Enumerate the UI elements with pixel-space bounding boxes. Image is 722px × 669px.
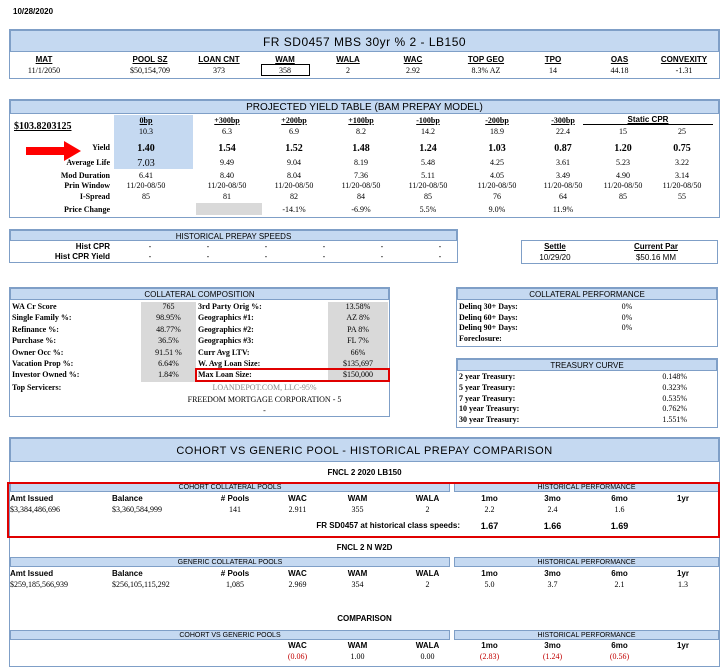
summary-header: LOAN CNT bbox=[198, 55, 240, 64]
summary-header: TOP GEO bbox=[467, 55, 505, 64]
collateral-value: 98.95% bbox=[156, 313, 181, 323]
collateral-value: 91.51 % bbox=[155, 347, 182, 357]
collateral-label: Investor Owned %: bbox=[12, 370, 80, 380]
col-header: # Pools bbox=[220, 494, 250, 503]
pool-value: 354 bbox=[351, 580, 364, 589]
perf-value: 2.1 bbox=[614, 580, 625, 589]
yield-cell: 5.5% bbox=[419, 205, 437, 214]
col-header: WALA bbox=[415, 494, 440, 503]
hist-value: - bbox=[438, 242, 442, 251]
report-date: 10/28/2020 bbox=[13, 7, 54, 16]
yield-cell: 11/20-08/50 bbox=[126, 181, 166, 190]
hist-label: Hist CPR Yield bbox=[54, 252, 110, 261]
scenario-speed: 6.3 bbox=[222, 127, 232, 136]
col-header: WAM bbox=[347, 641, 368, 650]
pool-value: 2.911 bbox=[288, 505, 307, 514]
collateral-label: Curr Avg LTV: bbox=[198, 347, 250, 357]
comparison-title: COMPARISON bbox=[337, 614, 392, 623]
perf-value: 1.3 bbox=[678, 580, 688, 589]
hist-value: - bbox=[148, 252, 152, 261]
pool-value: 1,085 bbox=[226, 580, 244, 589]
perf-label: Delinq 30+ Days: bbox=[459, 302, 518, 311]
treasury-label: 7 year Treasury: bbox=[459, 393, 516, 403]
yield-cell: 11/20-08/50 bbox=[662, 181, 702, 190]
col-header: WAC bbox=[288, 641, 307, 650]
comparison-perf: (0.56) bbox=[609, 652, 630, 661]
current-par-value: $50.16 MM bbox=[635, 253, 677, 262]
col-header: WAM bbox=[347, 569, 368, 578]
section-band: HISTORICAL PERFORMANCE bbox=[454, 557, 719, 567]
summary-value: $50,154,709 bbox=[130, 66, 170, 75]
yield-cell: 3.14 bbox=[675, 171, 689, 180]
yield-cell: 85 bbox=[142, 192, 150, 201]
pool-name: FNCL 2 N W2D bbox=[336, 543, 393, 552]
yield-cell: 8.04 bbox=[287, 171, 301, 180]
hist-label: Hist CPR bbox=[75, 242, 110, 251]
col-header: Balance bbox=[112, 569, 143, 578]
collateral-label: Max Loan Size: bbox=[198, 370, 252, 380]
cohort-title: COHORT VS GENERIC POOL - HISTORICAL PREPAY COMPARISON bbox=[10, 438, 719, 462]
pool-value: 355 bbox=[351, 505, 364, 514]
treasury-value: 1.551% bbox=[662, 415, 687, 425]
summary-value: 11/1/2050 bbox=[27, 66, 61, 75]
treasury-title: TREASURY CURVE bbox=[457, 359, 717, 371]
perf-col-header: 1yr bbox=[676, 494, 689, 503]
perf-value: 0% bbox=[621, 302, 633, 311]
col-header: WAM bbox=[347, 494, 368, 503]
summary-header: WALA bbox=[336, 55, 360, 64]
collateral-value: $150,000 bbox=[343, 370, 373, 380]
hist-value: - bbox=[264, 242, 268, 251]
yield-cell: 5.23 bbox=[616, 158, 630, 167]
yield-cell: 9.04 bbox=[287, 158, 301, 167]
servicer-item: LOANDEPOT.COM, LLC-95% bbox=[212, 384, 317, 392]
perf-label: Foreclosure: bbox=[459, 333, 502, 343]
comparison-perf: (2.83) bbox=[479, 652, 500, 661]
treasury-value: 0.535% bbox=[662, 393, 687, 403]
perf-col-header: 6mo bbox=[611, 494, 628, 503]
yield-cell: 11/20-08/50 bbox=[603, 181, 643, 190]
col-header: WAC bbox=[288, 569, 307, 578]
scenario-speed: 8.2 bbox=[356, 127, 366, 136]
scenario-speed: 15 bbox=[619, 127, 627, 136]
yield-cell: 11/20-08/50 bbox=[543, 181, 583, 190]
cohort-grid bbox=[10, 0, 719, 667]
collateral-value: AZ 8% bbox=[346, 313, 370, 323]
scenario-header: +200bp bbox=[281, 116, 307, 125]
collateral-value: 48.77% bbox=[156, 324, 181, 334]
pool-value: 2 bbox=[425, 580, 430, 589]
collateral-label: Geographics #2: bbox=[198, 324, 254, 334]
yield-cell: 1.54 bbox=[218, 143, 236, 154]
yield-cell: 55 bbox=[678, 192, 686, 201]
row-label: Price Change bbox=[64, 205, 110, 214]
static-cpr-label: Static CPR bbox=[627, 115, 669, 124]
yield-cell: 4.90 bbox=[616, 171, 630, 180]
perf-col-header: 6mo bbox=[611, 641, 628, 650]
perf-value: 0% bbox=[621, 323, 633, 333]
hist-value: - bbox=[206, 242, 210, 251]
yield-cell: 11/20-08/50 bbox=[341, 181, 381, 190]
scenario-header: -300bp bbox=[551, 116, 575, 125]
class-speed-value: 1.67 bbox=[480, 521, 499, 531]
scenario-speed: 25 bbox=[678, 127, 686, 136]
collateral-value: $135,697 bbox=[343, 359, 373, 368]
class-speed-label: FR SD0457 at historical class speeds: bbox=[316, 521, 460, 530]
hist-value: - bbox=[206, 252, 210, 261]
collateral-label: W. Avg Loan Size: bbox=[198, 359, 261, 368]
treasury-value: 0.148% bbox=[662, 372, 687, 381]
summary-value: 358 bbox=[279, 66, 291, 75]
pool-value: 2 bbox=[425, 505, 430, 514]
perf-col-header: 3mo bbox=[544, 569, 561, 578]
summary-value: 373 bbox=[213, 66, 225, 75]
hist-value: - bbox=[380, 242, 384, 251]
collateral-label: Refinance %: bbox=[12, 324, 59, 334]
yield-cell: 5.48 bbox=[421, 158, 435, 167]
yield-cell: 3.49 bbox=[556, 171, 570, 180]
yield-cell: 64 bbox=[559, 192, 567, 201]
scenario-header: +100bp bbox=[348, 116, 374, 125]
yield-cell: 81 bbox=[223, 192, 231, 201]
yield-table-title: PROJECTED YIELD TABLE (BAM PREPAY MODEL) bbox=[10, 100, 719, 114]
treasury-label: 30 year Treasury: bbox=[459, 415, 520, 425]
col-header: Amt Issued bbox=[10, 494, 54, 503]
scenario-header: +300bp bbox=[214, 116, 240, 125]
perf-value: 2.2 bbox=[484, 505, 495, 514]
comparison-perf: (1.24) bbox=[542, 652, 563, 661]
yield-cell: 3.22 bbox=[675, 158, 689, 167]
summary-value: 2.92 bbox=[406, 66, 420, 75]
current-par-label: Current Par bbox=[633, 242, 678, 251]
pool-value: 141 bbox=[229, 505, 241, 514]
yield-cell: 11/20-08/50 bbox=[207, 181, 247, 190]
col-header: WALA bbox=[415, 641, 440, 650]
yield-cell: 0.87 bbox=[554, 143, 572, 154]
yield-cell: 6.41 bbox=[139, 171, 153, 180]
yield-cell: 1.03 bbox=[488, 143, 506, 154]
collateral-value: 6.64% bbox=[158, 359, 179, 368]
summary-header: WAM bbox=[275, 55, 295, 64]
yield-cell: 85 bbox=[424, 192, 432, 201]
collateral-label: WA Cr Score bbox=[12, 302, 57, 311]
yield-cell: 1.52 bbox=[285, 143, 303, 154]
row-label: I-Spread bbox=[79, 192, 110, 201]
yield-cell: 76 bbox=[493, 192, 501, 201]
hist-value: - bbox=[438, 252, 442, 261]
yield-cell: 84 bbox=[357, 192, 365, 201]
collateral-value: 765 bbox=[162, 302, 175, 311]
yield-cell: 8.40 bbox=[220, 171, 234, 180]
collateral-value: 13.58% bbox=[345, 302, 371, 311]
security-title: FR SD0457 MBS 30yr % 2 - LB150 bbox=[10, 30, 719, 52]
perf-col-header: 1mo bbox=[481, 494, 498, 503]
class-speed-value: 1.66 bbox=[543, 521, 562, 531]
price: $103.8203125 bbox=[14, 121, 72, 132]
collateral-value: PA 8% bbox=[347, 324, 369, 334]
collateral-label: Single Family %: bbox=[12, 313, 72, 323]
historical-prepay-title: HISTORICAL PREPAY SPEEDS bbox=[10, 230, 457, 241]
collateral-title: COLLATERAL COMPOSITION bbox=[10, 288, 389, 300]
pool-value: $256,105,115,292 bbox=[112, 580, 170, 589]
summary-value: 14 bbox=[549, 66, 557, 75]
hist-value: - bbox=[148, 242, 152, 251]
summary-header: CONVEXITY bbox=[660, 55, 708, 64]
hist-value: - bbox=[322, 252, 326, 261]
yield-cell: 1.20 bbox=[614, 143, 632, 154]
summary-header: POOL SZ bbox=[132, 55, 168, 64]
pool-value: $3,360,584,999 bbox=[112, 505, 162, 514]
scenario-speed: 10.3 bbox=[139, 127, 153, 136]
pool-value: $259,185,566,939 bbox=[10, 580, 68, 589]
row-label: Mod Duration bbox=[60, 171, 110, 180]
scenario-speed: 18.9 bbox=[490, 127, 504, 136]
yield-cell: 7.36 bbox=[354, 171, 368, 180]
collateral-label: Geographics #1: bbox=[198, 313, 254, 323]
servicer-item: - bbox=[263, 406, 266, 415]
top-servicers-label: Top Servicers: bbox=[12, 383, 62, 392]
yield-cell: 8.19 bbox=[354, 158, 368, 167]
perf-col-header: 1mo bbox=[481, 569, 498, 578]
perf-col-header: 3mo bbox=[544, 494, 561, 503]
comparison-value: 0.00 bbox=[420, 652, 435, 661]
summary-value: 8.3% AZ bbox=[471, 66, 501, 75]
yield-cell: 7.03 bbox=[137, 158, 155, 169]
col-header: # Pools bbox=[220, 569, 250, 578]
section-band: GENERIC COLLATERAL POOLS bbox=[10, 557, 450, 567]
perf-value: 2.4 bbox=[547, 505, 558, 514]
hist-value: - bbox=[380, 252, 384, 261]
yield-cell: 85 bbox=[619, 192, 627, 201]
yield-cell: -6.9% bbox=[351, 205, 371, 214]
summary-value: 2 bbox=[346, 66, 350, 75]
summary-header: TPO bbox=[544, 55, 562, 64]
perf-label: Delinq 60+ Days: bbox=[459, 312, 518, 322]
comparison-value: 1.00 bbox=[350, 652, 365, 661]
settle-value: 10/29/20 bbox=[539, 253, 571, 262]
pool-value: $3,384,486,696 bbox=[10, 505, 60, 514]
section-band: COHORT VS GENERIC POOLS bbox=[10, 630, 450, 640]
scenario-header: -200bp bbox=[485, 116, 509, 125]
perf-value: 5.0 bbox=[484, 580, 495, 589]
row-label: Prin Window bbox=[64, 181, 110, 190]
perf-col-header: 1yr bbox=[676, 641, 689, 650]
col-header: WAC bbox=[288, 494, 307, 503]
collateral-performance-title: COLLATERAL PERFORMANCE bbox=[457, 288, 717, 300]
yield-cell: 4.05 bbox=[490, 171, 504, 180]
summary-header: MAT bbox=[35, 55, 53, 64]
yield-cell: 9.49 bbox=[220, 158, 234, 167]
yield-cell: 11/20-08/50 bbox=[274, 181, 314, 190]
yield-cell: 11.9% bbox=[552, 205, 574, 214]
yield-cell: 1.48 bbox=[352, 143, 370, 154]
col-header: Amt Issued bbox=[10, 569, 54, 578]
collateral-value: 1.84% bbox=[158, 370, 179, 380]
hist-value: - bbox=[322, 242, 326, 251]
yield-cell: 5.11 bbox=[421, 171, 435, 180]
class-speed-value: 1.69 bbox=[610, 521, 629, 531]
cohort-highlight bbox=[7, 482, 720, 538]
row-label: Yield bbox=[92, 143, 110, 152]
summary-value: 44.18 bbox=[610, 66, 629, 75]
yield-cell: 1.24 bbox=[419, 143, 437, 154]
perf-label: Delinq 90+ Days: bbox=[459, 323, 518, 333]
comparison-value: (0.06) bbox=[287, 652, 308, 661]
yield-cell: 11/20-08/50 bbox=[477, 181, 517, 190]
section-band: COHORT COLLATERAL POOLS bbox=[10, 482, 450, 492]
collateral-label: Geographics #3: bbox=[198, 336, 254, 346]
section-band: HISTORICAL PERFORMANCE bbox=[454, 630, 719, 640]
pool-value: 2.969 bbox=[288, 580, 307, 589]
perf-value: 3.7 bbox=[547, 580, 558, 589]
yield-cell: 1.40 bbox=[137, 143, 155, 154]
summary-header: WAC bbox=[403, 55, 423, 64]
yield-cell: 0.75 bbox=[673, 143, 691, 154]
servicer-item: FREEDOM MORTGAGE CORPORATION - 5 bbox=[187, 395, 342, 404]
row-label: Average Life bbox=[66, 158, 110, 167]
perf-col-header: 3mo bbox=[544, 641, 561, 650]
scenario-speed: 14.2 bbox=[421, 127, 435, 136]
section-band: HISTORICAL PERFORMANCE bbox=[454, 482, 719, 492]
treasury-value: 0.323% bbox=[662, 382, 687, 392]
collateral-value: 36.5% bbox=[158, 336, 179, 346]
scenario-header: -100bp bbox=[416, 116, 440, 125]
scenario-speed: 22.4 bbox=[556, 127, 570, 136]
perf-col-header: 1mo bbox=[481, 641, 498, 650]
perf-value: 0% bbox=[621, 312, 633, 322]
summary-value: -1.31 bbox=[675, 66, 693, 75]
col-header: Balance bbox=[112, 494, 143, 503]
yield-cell: -14.1% bbox=[282, 205, 306, 214]
col-header: WALA bbox=[415, 569, 440, 578]
yield-cell: 3.61 bbox=[556, 158, 570, 167]
yield-cell: 11/20-08/50 bbox=[408, 181, 448, 190]
yield-cell: 4.25 bbox=[490, 158, 504, 167]
summary-header: OAS bbox=[610, 55, 629, 64]
perf-col-header: 6mo bbox=[611, 569, 628, 578]
collateral-label: Vacation Prop %: bbox=[12, 359, 74, 368]
yield-cell: 82 bbox=[290, 192, 298, 201]
collateral-value: FL 7% bbox=[347, 336, 369, 346]
scenario-speed: 6.9 bbox=[289, 127, 299, 136]
yield-cell: 9.0% bbox=[488, 205, 506, 214]
perf-value: 1.6 bbox=[614, 505, 625, 514]
scenario-header: 0bp bbox=[139, 116, 153, 125]
collateral-value: 66% bbox=[350, 347, 366, 357]
settle-label: Settle bbox=[544, 242, 566, 251]
treasury-value: 0.762% bbox=[662, 404, 687, 414]
perf-col-header: 1yr bbox=[676, 569, 689, 578]
collateral-label: Purchase %: bbox=[12, 336, 57, 346]
treasury-label: 2 year Treasury: bbox=[459, 372, 516, 381]
pool-name: FNCL 2 2020 LB150 bbox=[327, 468, 402, 477]
collateral-label: Owner Occ %: bbox=[12, 347, 64, 357]
treasury-label: 5 year Treasury: bbox=[459, 382, 516, 392]
hist-value: - bbox=[264, 252, 268, 261]
collateral-label: 3rd Party Orig %: bbox=[198, 302, 262, 311]
treasury-label: 10 year Treasury: bbox=[459, 404, 520, 414]
